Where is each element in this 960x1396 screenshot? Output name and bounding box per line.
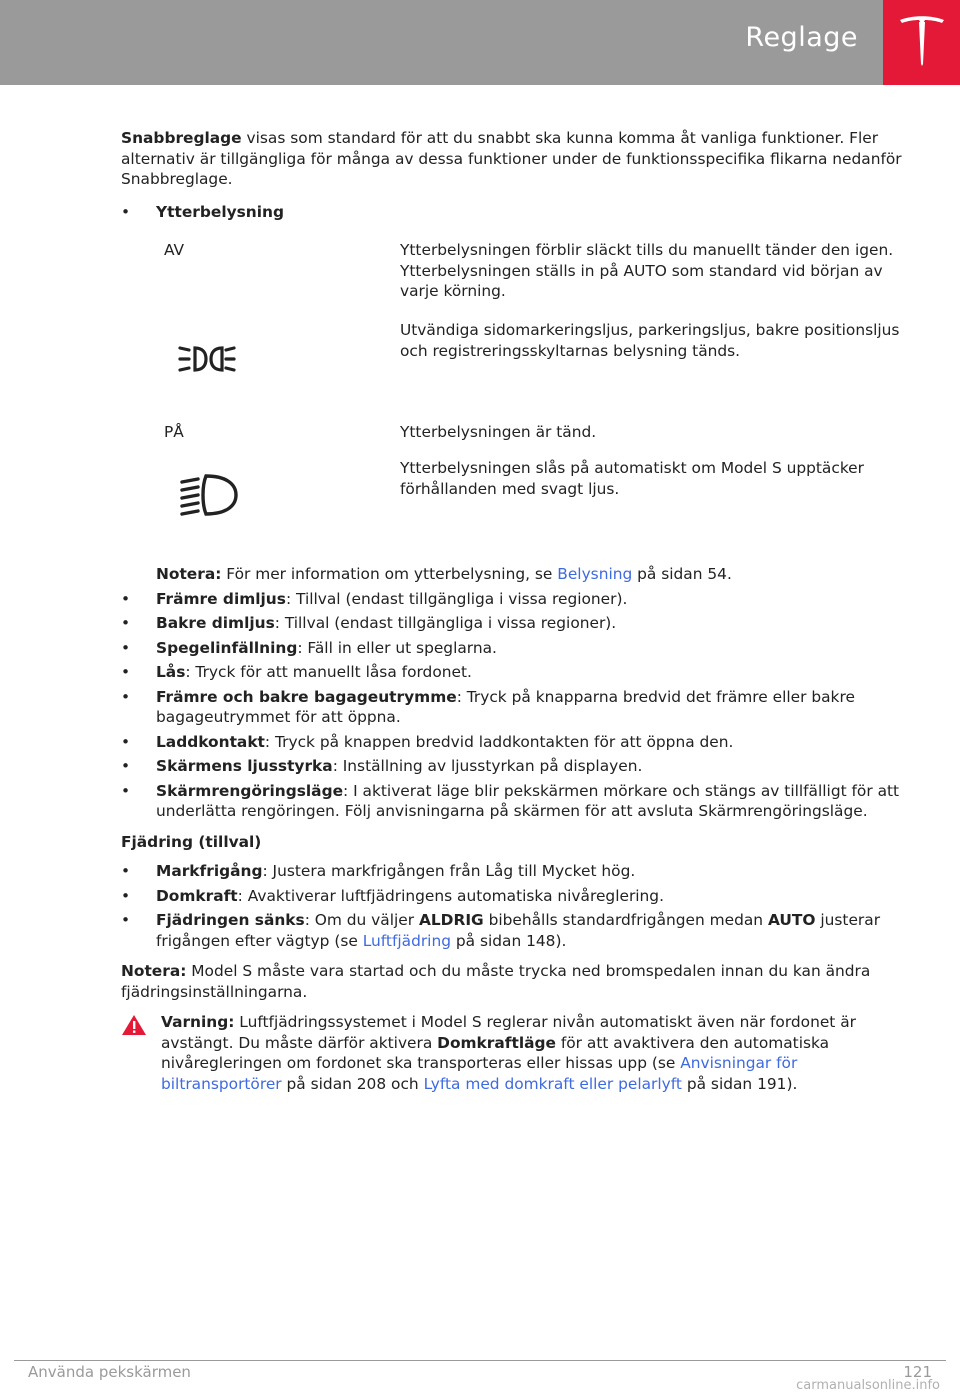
controls-list bbox=[121, 589, 917, 822]
page-number: 121 bbox=[903, 1363, 932, 1381]
list-item bbox=[121, 589, 917, 610]
intro-term: Snabbreglage bbox=[121, 129, 242, 147]
footer-section: Använda pekskärmen bbox=[28, 1363, 191, 1381]
link-lyfta-med-domkraft[interactable]: Lyfta med domkraft eller pelarlyft bbox=[423, 1074, 682, 1093]
list-item-text: : Tillval (endast tillgängliga i vissa regioner). bbox=[274, 614, 617, 632]
list-item-term: Skärmrengöringsläge bbox=[156, 781, 344, 800]
section-heading bbox=[121, 832, 917, 853]
list-item-text: på sidan 148). bbox=[450, 931, 567, 950]
option-description: Ytterbelysningen är tänd. bbox=[400, 423, 597, 441]
list-item-text: : Avaktiverar luftfjädringens automatiska nivåreglering. bbox=[237, 886, 664, 905]
list-item-text: : Tillval (endast tillgängliga i vissa regioner). bbox=[285, 589, 628, 608]
brand-logo bbox=[883, 0, 960, 85]
list-item bbox=[121, 613, 917, 634]
list-item-text: : Tryck på knappen bredvid laddkontakten för att öppna den. bbox=[264, 732, 734, 751]
page-title: Reglage bbox=[745, 22, 858, 53]
note-text: Model S måste vara startad och du måste trycka ned bromspedalen innan du kan ändra fjädringsinställningarna. bbox=[121, 962, 871, 1001]
note-label: Notera: bbox=[156, 565, 222, 583]
list-item bbox=[121, 910, 917, 951]
note-text: på sidan 54. bbox=[632, 565, 732, 583]
note-text: För mer information om ytterbelysning, se bbox=[221, 565, 558, 583]
warning-body: på sidan 191). bbox=[681, 1074, 798, 1093]
link-biltransportorer[interactable]: Anvisningar för biltransportörer bbox=[161, 1054, 798, 1093]
list-item-term: Spegelinfällning bbox=[156, 638, 298, 657]
footer-divider bbox=[14, 1360, 946, 1361]
exterior-lights-table bbox=[156, 240, 917, 548]
intro-text: visas som standard för att du snabbt ska kunna komma åt vanliga funktioner. Fler alternativ är tillgängliga för många av dessa funktioner under de funktionsspecifika flikarna nedanför Snabbreglage. bbox=[121, 129, 902, 188]
headlights-icon bbox=[178, 472, 240, 518]
page-header bbox=[0, 0, 960, 85]
option-description: Ytterbelysningen slås på automatiskt om Model S upptäcker förhållanden med svagt ljus. bbox=[400, 459, 864, 498]
option-description: Ytterbelysningen förblir släckt tills du manuellt tänder den igen. Ytterbelysningen ställs in på AUTO som standard vid början av varje körning. bbox=[400, 241, 894, 300]
table-row bbox=[156, 422, 917, 458]
list-item-term: Domkraft bbox=[156, 886, 238, 905]
list-item-term: Främre och bakre bagageutrymme bbox=[156, 687, 457, 706]
keyword: Domkraftläge bbox=[437, 1033, 556, 1052]
table-row bbox=[156, 458, 917, 548]
list-item-text: : I aktiverat läge blir pekskärmen mörkare och stängs av tillfälligt för att underlätta rengöringen. Följ anvisningarna på skärmen för att avsluta Skärmrengöringsläge. bbox=[156, 781, 900, 820]
warning-body: för att avaktivera den automatiska nivåregleringen om fordonet ska transporteras eller hissas upp (se bbox=[161, 1033, 830, 1072]
list-item-text: : Justera markfrigången från Låg till Mycket hög. bbox=[262, 862, 636, 880]
list-item-term: Lås bbox=[156, 663, 186, 681]
warning-body: Luftfjädringssystemet i Model S reglerar nivån automatiskt även när fordonet är avstängt. Du måste därför aktivera bbox=[161, 1013, 856, 1052]
link-luftfjadring[interactable]: Luftfjädring bbox=[362, 931, 451, 950]
list-item bbox=[121, 781, 917, 822]
list-item bbox=[121, 662, 917, 683]
option-description: Utvändiga sidomarkeringsljus, parkeringsljus, bakre positionsljus och registreringsskyltarnas belysning tänds. bbox=[400, 321, 900, 360]
list-item-text: justerar frigången efter vägtyp (se bbox=[156, 911, 881, 950]
link-belysning[interactable]: Belysning bbox=[557, 565, 633, 583]
list-item-text: : Tryck för att manuellt låsa fordonet. bbox=[185, 663, 472, 681]
table-row bbox=[156, 240, 917, 320]
keyword: AUTO bbox=[767, 911, 816, 929]
list-item bbox=[121, 687, 917, 728]
list-item-term: Främre dimljus bbox=[156, 589, 286, 608]
list-item-text: bibehålls standardfrigången medan bbox=[483, 911, 768, 929]
note-label: Notera: bbox=[121, 962, 187, 980]
section-heading-text: Fjädring (tillval) bbox=[121, 832, 262, 851]
list-item bbox=[121, 861, 917, 882]
list-item bbox=[121, 638, 917, 659]
keyword: ALDRIG bbox=[418, 911, 484, 929]
list-item-term: Bakre dimljus bbox=[156, 614, 275, 632]
tesla-logo-icon bbox=[897, 14, 947, 68]
exterior-title: Ytterbelysning bbox=[156, 202, 285, 221]
list-item bbox=[121, 886, 917, 907]
warning-body: på sidan 208 och bbox=[281, 1074, 424, 1093]
parking-lights-icon bbox=[178, 342, 236, 376]
option-label-off: AV bbox=[164, 241, 185, 259]
option-label-on: PÅ bbox=[164, 423, 184, 441]
list-item-term: Skärmens ljusstyrka bbox=[156, 757, 333, 775]
warning-text bbox=[161, 1012, 917, 1094]
list-item bbox=[121, 756, 917, 777]
list-item-text: : Tryck på knapparna bredvid det främre eller bakre bagageutrymmet för att öppna. bbox=[156, 687, 855, 726]
table-row bbox=[156, 320, 917, 422]
list-item-text: : Fäll in eller ut speglarna. bbox=[297, 638, 497, 657]
list-item-term: Markfrigång bbox=[156, 862, 263, 880]
page-content bbox=[121, 128, 917, 1094]
list-item-term: Laddkontakt bbox=[156, 732, 265, 751]
list-item-text: : Inställning av ljusstyrkan på displayen. bbox=[332, 757, 643, 775]
warning-label: Varning: bbox=[161, 1013, 235, 1031]
warning-icon bbox=[121, 1014, 147, 1036]
list-item bbox=[121, 732, 917, 753]
list-item-exterior-lights bbox=[121, 202, 917, 223]
suspension-note bbox=[121, 961, 917, 1002]
list-item-text: : Om du väljer bbox=[304, 911, 419, 929]
intro-paragraph bbox=[121, 128, 917, 190]
exterior-note bbox=[156, 564, 917, 585]
list-item-term: Fjädringen sänks bbox=[156, 911, 305, 929]
watermark: carmanualsonline.info bbox=[796, 1378, 940, 1393]
warning-box bbox=[121, 1012, 917, 1094]
